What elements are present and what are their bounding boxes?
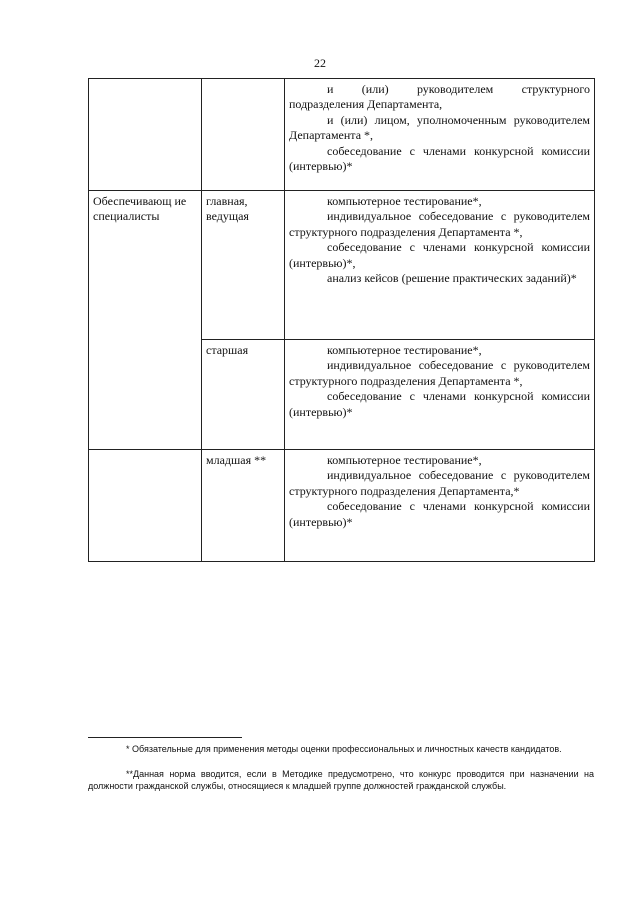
page-number: 22 xyxy=(314,56,326,70)
footnote-text: * Обязательные для применения методы оценки профессиональных и личностных качеств кандидатов. xyxy=(126,744,562,754)
level-cell: старшая xyxy=(202,340,285,450)
method-item: собеседование с членами конкурсной комиссии (интервью)* xyxy=(289,143,590,174)
method-item: индивидуальное собеседование с руководителем структурного подразделения Департамента *, xyxy=(289,209,590,239)
method-item: собеседование с членами конкурсной комиссии (интервью)* xyxy=(289,499,590,529)
category-cell: Обеспечивающ ие специалисты xyxy=(89,191,202,450)
category-cell xyxy=(89,450,202,562)
method-item: индивидуальное собеседование с руководителем структурного подразделения Департамента *, xyxy=(289,358,590,388)
footnote xyxy=(88,744,594,756)
footnote xyxy=(88,769,594,792)
level-cell: младшая ** xyxy=(202,450,285,562)
table-row xyxy=(89,450,595,562)
method-item: собеседование с членами конкурсной комиссии (интервью)*, xyxy=(289,240,590,270)
footnote-text: **Данная норма вводится, если в Методике предусмотрено, что конкурс проводится при назначении на должности гражданской службы, относящиеся к младшей группе должностей гражданской службы. xyxy=(88,769,594,791)
method-item: анализ кейсов (решение практических заданий)* xyxy=(327,271,577,286)
assessment-methods-table xyxy=(88,78,595,562)
method-item: компьютерное тестирование*, xyxy=(327,453,482,467)
method-item: и (или) лицом, уполномоченным руководителем Департамента *, xyxy=(289,112,590,143)
level-cell xyxy=(202,79,285,191)
method-item: индивидуальное собеседование с руководителем структурного подразделения Департамента,* xyxy=(289,468,590,498)
footnote-separator xyxy=(88,737,242,738)
method-item: компьютерное тестирование*, xyxy=(327,194,482,208)
level-cell: главная, ведущая xyxy=(202,191,285,340)
method-item: собеседование с членами конкурсной комиссии (интервью)* xyxy=(289,389,590,419)
table-row xyxy=(89,191,595,340)
table-row xyxy=(89,79,595,191)
method-item: компьютерное тестирование*, xyxy=(327,343,482,357)
methods-cell xyxy=(285,79,595,191)
methods-cell xyxy=(285,340,595,450)
category-cell xyxy=(89,79,202,191)
method-item: и (или) руководителем структурного подразделения Департамента, xyxy=(289,82,590,112)
methods-cell xyxy=(285,450,595,562)
methods-cell xyxy=(285,191,595,340)
